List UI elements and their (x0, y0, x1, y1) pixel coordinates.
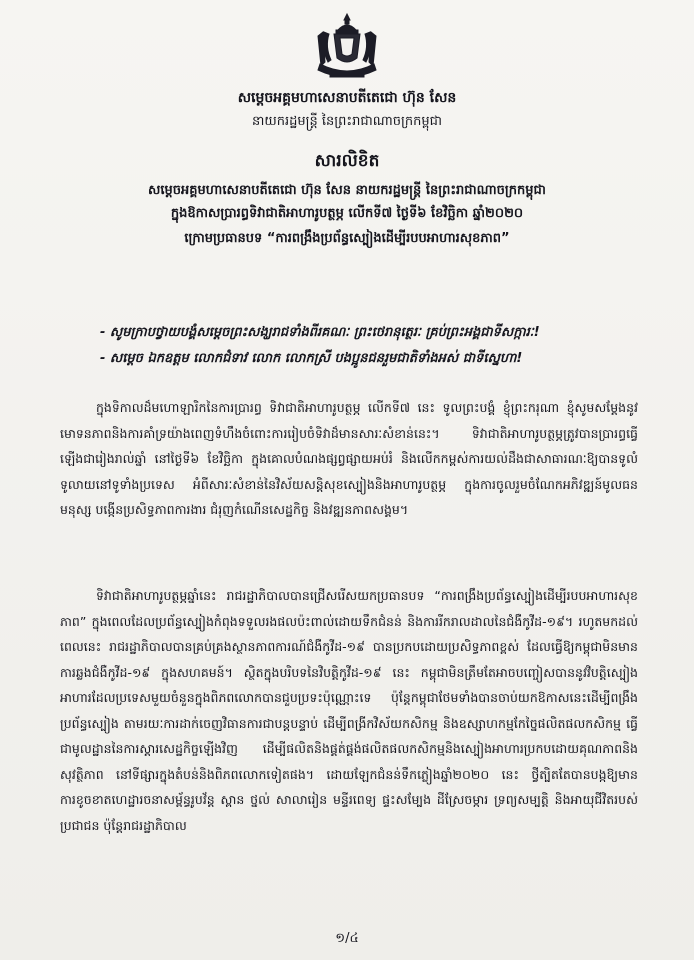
royal-coat-of-arms-icon (312, 12, 382, 80)
document-subtitle-line-3: ក្រោមប្រធានបទ “ការពង្រឹងប្រព័ន្ធស្បៀងដើម្បីរបបអាហារសុខភាព” (184, 231, 510, 246)
document-subtitle-line-2: ក្នុងឱកាសប្រារព្ធទិវាជាតិអាហារូបត្ថម្ភ លើកទី៧ ថ្ងៃទី៦ ខែវិច្ឆិកា ឆ្នាំ២០២០ (170, 206, 524, 221)
author-name: សម្តេចអគ្គមហាសេនាបតីតេជោ ហ៊ុន សែន (237, 90, 457, 106)
author-title: នាយករដ្ឋមន្ត្រី នៃព្រះរាជាណាចក្រកម្ពុជា (252, 114, 442, 129)
document-subtitle-line-1: សម្តេចអគ្គមហាសេនាបតីតេជោ ហ៊ុន សែន នាយករដ្ឋមន្ត្រី នៃព្រះរាជាណាចក្រកម្ពុជា (148, 183, 546, 198)
body-paragraph: ក្នុងទិកាលដ៏មហោឡារិកនៃការប្រារព្ធ ទិវាជាតិអាហារូបត្ថម្ភ លើកទី៧ នេះ ទូលព្រះបង្គំ ខ្ញុំព្រះករុណា ខ្ញុំសូមសម្តែងនូវមោទនភាពនិងការគាំទ្រយ៉ាងពេញទំហឹងចំពោះការរៀបចំទិវាដ៏មានសារៈសំខាន់នេះ។ ទិវាជាតិអាហារូបត្ថម្ភត្រូវបានប្រារព្ធធ្វើឡើងជារៀងរាល់ឆ្នាំ នៅថ្ងៃទី៦ ខែវិច្ឆិកា ក្នុងគោលបំណងផ្សព្វផ្សាយអប់រំ និងលើកកម្ពស់ការយល់ដឹងជាសាធារណៈឱ្យបានទូលំទូលាយនៅទូទាំងប្រទេស អំពីសារៈសំខាន់នៃវិស័យសន្តិសុខស្បៀងនិងអាហារូបត្ថម្ភ ក្នុងការចូលរួមចំណែកអភិវឌ្ឍន៍មូលធនមនុស្ស បង្កើនប្រសិទ្ធភាពការងារ ជំរុញកំណើនសេដ្ឋកិច្ច និងវឌ្ឍនភាពសង្គម។ (60, 400, 638, 517)
page-number: ១/៤ (335, 931, 359, 946)
greeting-line: - សូមក្រាបថ្វាយបង្គំសម្តេចព្រះសង្ឃរាជទាំងពីរគណៈ ព្រះថេរានុត្ថេរៈ គ្រប់ព្រះអង្គជាទីសក្ការៈ! (100, 325, 540, 340)
body-paragraph: ទិវាជាតិអាហារូបត្ថម្ភឆ្នាំនេះ រាជរដ្ឋាភិបាលបានជ្រើសរើសយកប្រធានបទ “ការពង្រឹងប្រព័ន្ធស្បៀងដើម្បីរបបអាហារសុខភាព” ក្នុងពេលដែលប្រព័ន្ធស្បៀងកំពុងទទួលរងផលប៉ះពាល់ដោយទឹកជំនន់ និងការរីករាលដាលនៃជំងឺកូវីដ-១៩។ រហូតមកដល់ពេលនេះ រាជរដ្ឋាភិបាលបានគ្រប់គ្រងស្ថានភាពការណ៍ជំងឺកូវីដ-១៩ បានប្រកបដោយប្រសិទ្ធភាពខ្ពស់ ដែលធ្វើឱ្យកម្ពុជាមិនមានការឆ្លងជំងឺកូវីដ-១៩ ក្នុងសហគមន៍។ ស្ថិតក្នុងបរិបទនៃវិបត្តិកូវីដ-១៩ នេះ កម្ពុជាមិនត្រឹមតែអាចបញ្ចៀសបាននូវវិបត្តិស្បៀងអាហារដែលប្រទេសមួយចំនួនក្នុងពិភពលោកបានជួបប្រទះប៉ុណ្ណោះទេ ប៉ុន្តែកម្ពុជាថែមទាំងបានចាប់យកឱកាសនេះដើម្បីពង្រឹងប្រព័ន្ធស្បៀង តាមរយៈការដាក់ចេញវិធានការជាបន្តបន្ទាប់ ដើម្បីពង្រីកវិស័យកសិកម្ម និងឧស្សាហកម្មកែច្នៃផលិតផលកសិកម្ម ធ្វើជាមូលដ្ឋាននៃការស្តារសេដ្ឋកិច្ចឡើងវិញ ដើម្បីផលិតនិងផ្គត់ផ្គង់ផលិតផលកសិកម្មនិងស្បៀងអាហារប្រកបដោយគុណភាពនិងសុវត្ថិភាព នៅទីផ្សារក្នុងតំបន់និងពិភពលោកទៀតផង។ ដោយឡែកជំនន់ទឹកភ្លៀងឆ្នាំ២០២០ នេះ ថ្វីត្បិតតែបានបង្កឱ្យមានការខូចខាតហេដ្ឋារចនាសម្ព័ន្ធរូបវ័ន្ត ស្ពាន ថ្នល់ សាលារៀន មន្ទីរពេទ្យ ផ្ទះសម្បែង ដីស្រែចម្ការ ទ្រព្យសម្បត្តិ និងអាយុជីវិតរបស់ប្រជាជន ប៉ុន្តែរាជរដ្ឋាភិបាល (60, 588, 638, 833)
document-title: សារលិខិត (314, 151, 380, 171)
greeting-line: - សម្តេច ឯកឧត្តម លោកជំទាវ លោក លោកស្រី បងប្អូនជនរួមជាតិទាំងអស់ ជាទីស្នេហា! (100, 351, 523, 366)
